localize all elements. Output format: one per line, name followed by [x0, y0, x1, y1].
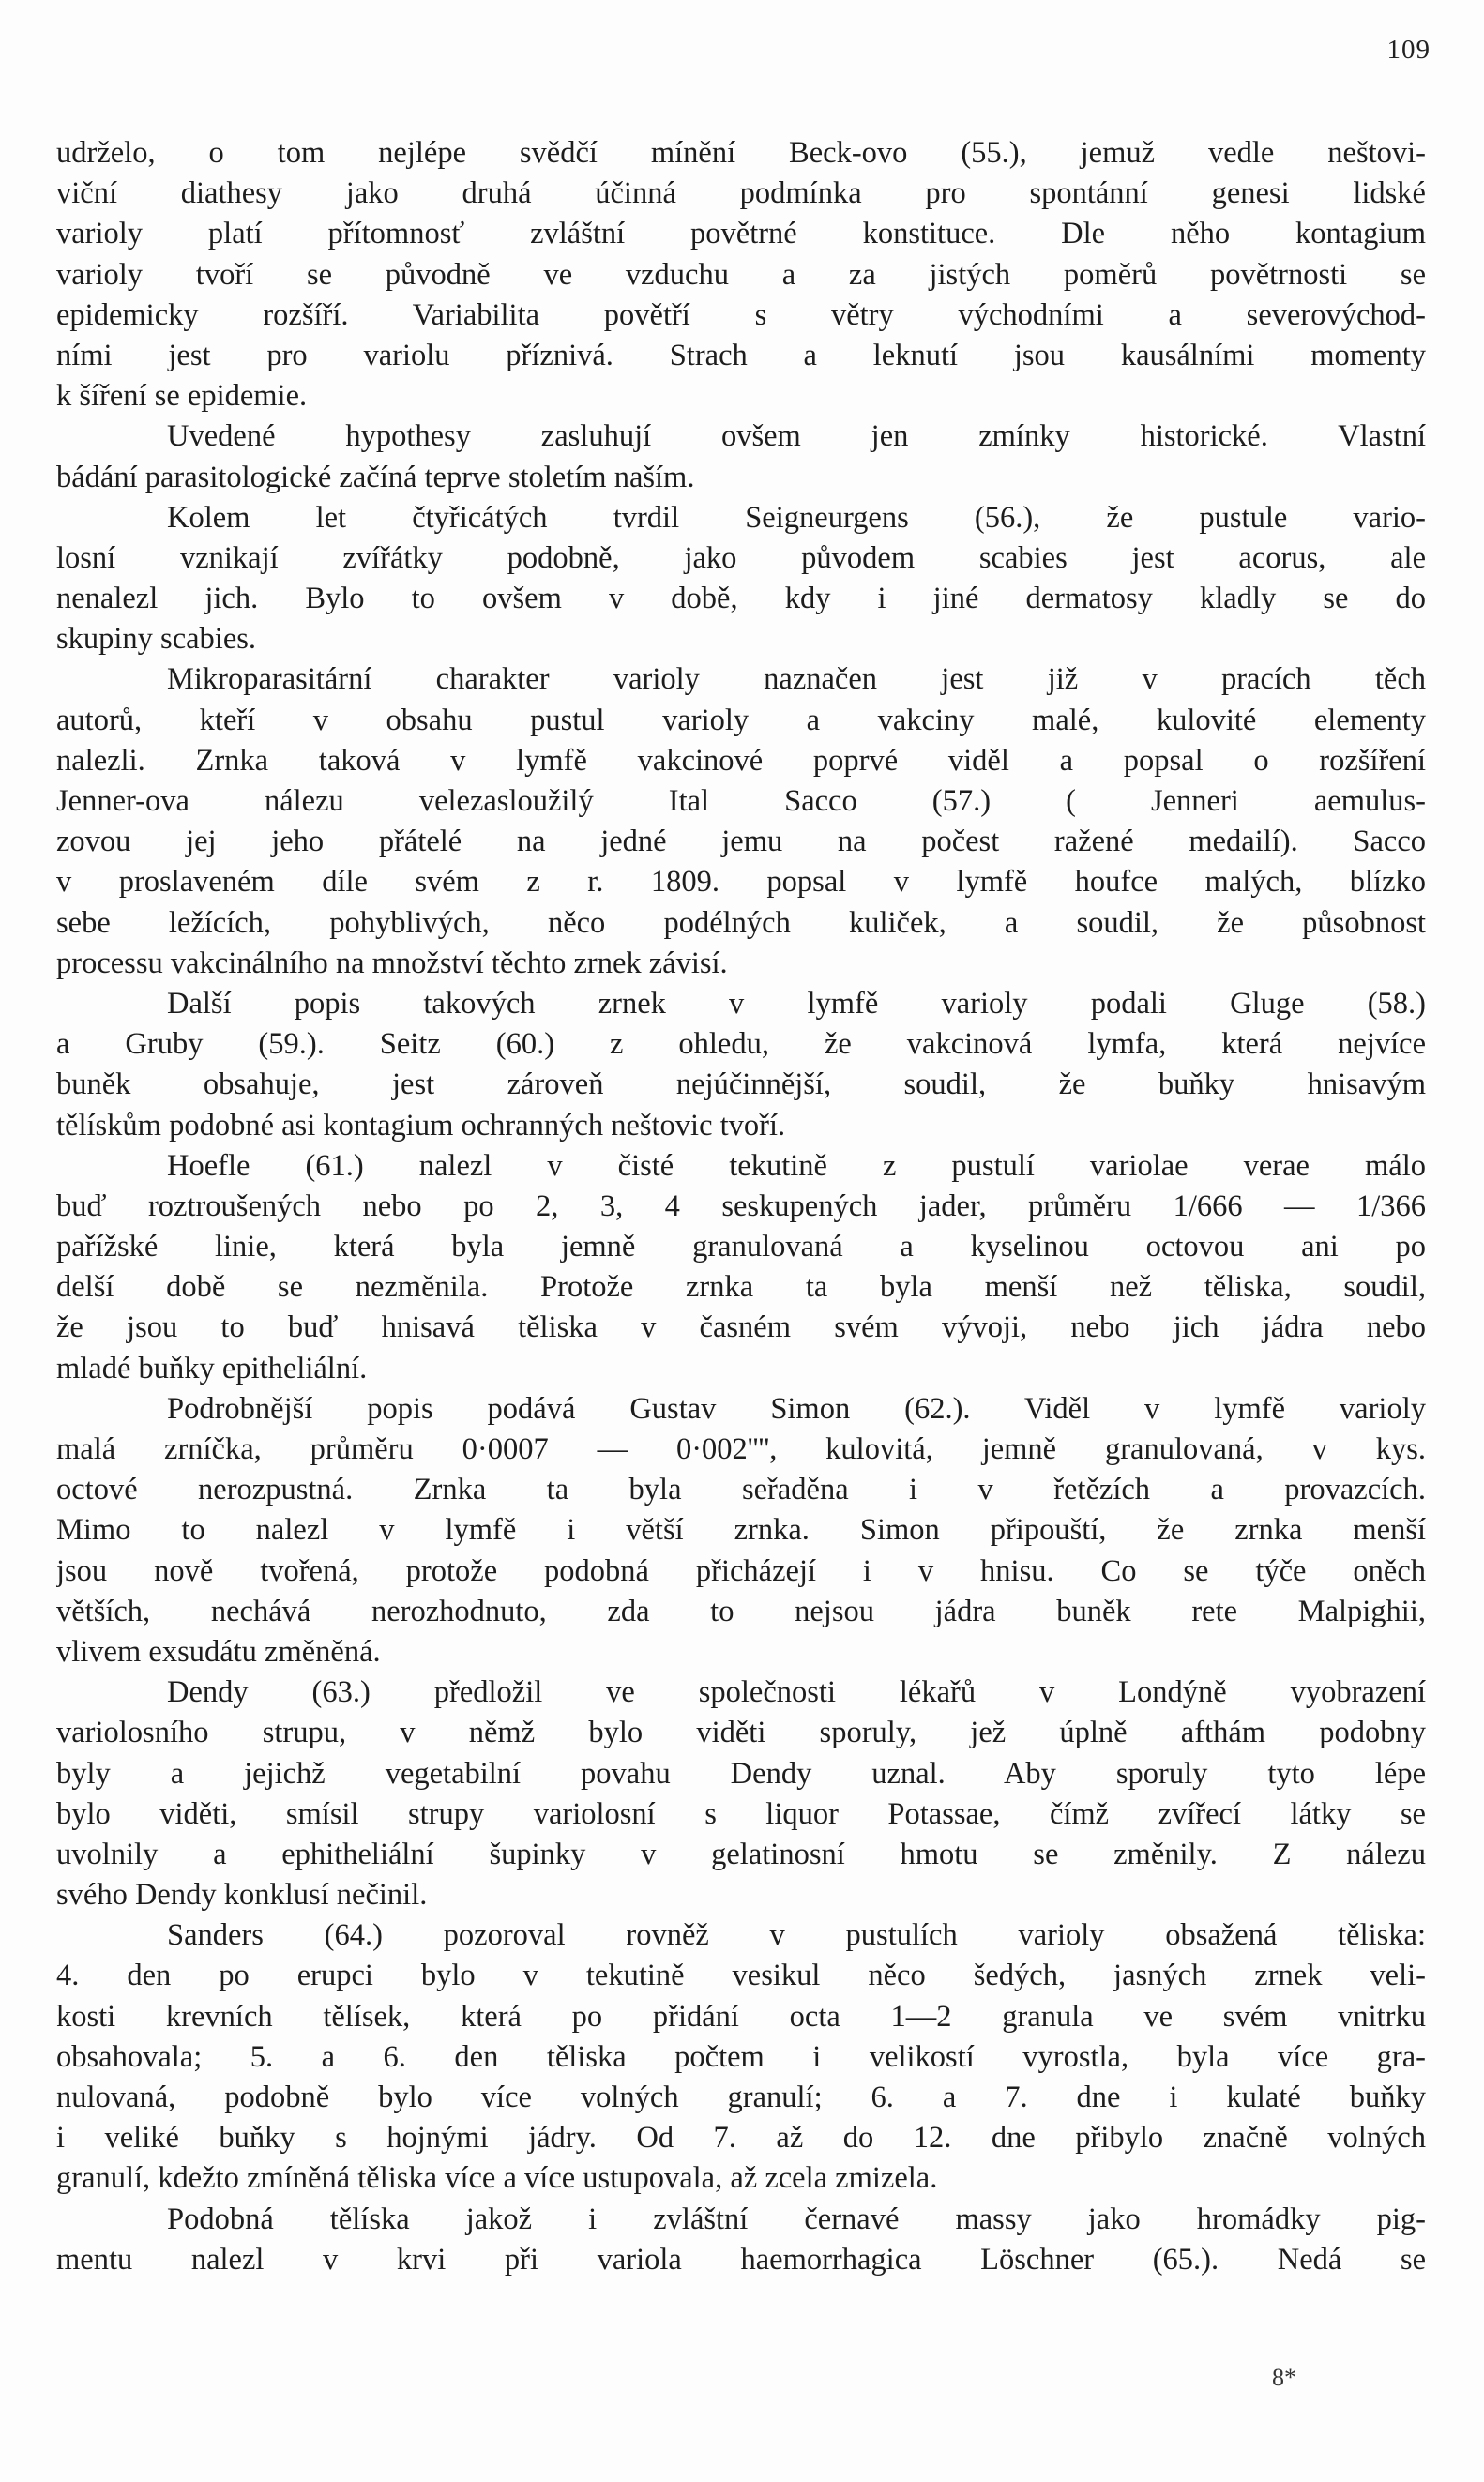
text-line: viční diathesy jako druhá účinná podmínka pro spontánní genesi lidské [56, 176, 1426, 211]
text-line: Jenner-ova nálezu velezasloužilý Ital Sacco (57.) ( Jenneri aemulus- [56, 784, 1426, 818]
text-line: že jsou to buď hnisavá těliska v časném svém vývoji, nebo jich jádra nebo [56, 1310, 1426, 1345]
text-line: delší době se nezměnila. Protože zrnka ta byla menší než těliska, soudil, [56, 1270, 1426, 1305]
page-number: 109 [1386, 35, 1431, 65]
text-line: pařížské linie, která byla jemně granulovaná a kyselinou octovou ani po [56, 1230, 1426, 1264]
text-line: Podobná tělíska jakož i zvláštní černavé massy jako hromádky pig- [167, 2202, 1426, 2236]
text-line: vlivem exsudátu změněná. [56, 1634, 381, 1669]
signature-mark: 8* [1272, 2364, 1296, 2391]
text-line: nenalezl jich. Bylo to ovšem v době, kdy i jiné dermatosy kladly se do [56, 582, 1426, 616]
text-line: Kolem let čtyřicátých tvrdil Seigneurgens (56.), že pustule vario- [167, 500, 1426, 535]
text-line: Dendy (63.) předložil ve společnosti lékařů v Londýně vyobrazení [167, 1675, 1426, 1710]
text-line: losní vznikají zvířátky podobně, jako původem scabies jest acorus, ale [56, 540, 1426, 575]
text-line: Mimo to nalezl v lymfě i větší zrnka. Simon připouští, že zrnka menší [56, 1513, 1426, 1548]
text-line: malá zrníčka, průměru 0·0007 — 0·002'''', kulovitá, jemně granulovaná, v kys. [56, 1432, 1426, 1466]
text-line: autorů, kteří v obsahu pustul varioly a vakciny malé, kulovité elementy [56, 703, 1426, 737]
text-line: granulí, kdežto zmíněná těliska více a více ustupovala, až zcela zmizela. [56, 2161, 938, 2196]
text-line: bádání parasitologické začíná teprve stoletím naším. [56, 460, 695, 494]
text-line: a Gruby (59.). Seitz (60.) z ohledu, že vakcinová lymfa, která nejvíce [56, 1027, 1426, 1062]
text-line: tělískům podobné asi kontagium ochranných neštovic tvoří. [56, 1108, 786, 1143]
text-line: octové nerozpustná. Zrnka ta byla seřaděna i v řetězích a provazcích. [56, 1473, 1426, 1507]
text-line: nulovaná, podobně bylo více volných granulí; 6. a 7. dne i kulaté buňky [56, 2081, 1426, 2114]
text-line: skupiny scabies. [56, 622, 257, 657]
text-line: zovou jej jeho přátelé na jedné jemu na počest ražené medailí). Sacco [56, 825, 1426, 859]
text-line: sebe ležících, pohyblivých, něco podélných kuliček, a soudil, že působnost [56, 905, 1426, 940]
text-line: ními jest pro variolu příznivá. Strach a leknutí jsou kausálními momenty [56, 338, 1426, 372]
text-line: buď roztroušených nebo po 2, 3, 4 seskupených jader, průměru 1/666 — 1/366 [56, 1188, 1426, 1223]
text-line: bylo viděti, smísil strupy variolosní s liquor Potassae, čímž zvířecí látky se [56, 1796, 1426, 1831]
text-line: mladé buňky epitheliální. [56, 1351, 368, 1385]
text-line: variolosního strupu, v němž bylo viděti sporuly, jež úplně afthám podobny [56, 1716, 1426, 1750]
text-line: v proslaveném díle svém z r. 1809. popsal v lymfě houfce malých, blízko [56, 865, 1426, 900]
text-line: varioly platí přítomnosť zvláštní povětrné konstituce. Dle něho kontagium [56, 217, 1426, 251]
text-line: buněk obsahuje, jest zároveň nejúčinnější, soudil, že buňky hnisavým [56, 1067, 1426, 1102]
text-line: 4. den po erupci bylo v tekutině vesikul něco šedých, jasných zrnek veli- [56, 1959, 1426, 1993]
text-line: processu vakcinálního na množství těchto zrnek závisí. [56, 946, 728, 980]
text-line: svého Dendy konklusí nečinil. [56, 1878, 428, 1913]
text-line: varioly tvoří se původně ve vzduchu a za jistých poměrů povětrnosti se [56, 257, 1426, 292]
text-line: k šíření se epidemie. [56, 379, 308, 414]
text-line: jsou nově tvořená, protože podobná přicházejí i v hnisu. Co se týče oněch [56, 1553, 1426, 1588]
text-line: udrželo, o tom nejlépe svědčí mínění Beck-ovo (55.), jemuž vedle neštovi- [56, 136, 1426, 170]
text-line: uvolnily a ephitheliální šupinky v gelatinosní hmotu se změnily. Z nálezu [56, 1837, 1426, 1871]
text-line: byly a jejichž vegetabilní povahu Dendy uznal. Aby sporuly tyto lépe [56, 1756, 1426, 1791]
text-line: kosti krevních tělísek, která po přidání octa 1—2 granula ve svém vnitrku [56, 1999, 1426, 2034]
text-line: Mikroparasitární charakter varioly naznačen jest již v pracích těch [167, 662, 1426, 697]
text-line: nalezli. Zrnka taková v lymfě vakcinové poprvé viděl a popsal o rozšíření [56, 743, 1426, 778]
text-line: Uvedené hypothesy zasluhují ovšem jen zmínky historické. Vlastní [167, 419, 1426, 454]
text-line: Podrobnější popis podává Gustav Simon (62.). Viděl v lymfě varioly [167, 1391, 1426, 1426]
body-text [56, 133, 1426, 2280]
text-line: epidemicky rozšíří. Variabilita povětří s větry východními a severovýchod- [56, 297, 1426, 332]
text-line: mentu nalezl v krvi při variola haemorrhagica Löschner (65.). Nedá se [56, 2242, 1426, 2277]
text-line: obsahovala; 5. a 6. den těliska počtem i velikostí vyrostla, byla více gra- [56, 2039, 1426, 2074]
text-line: Další popis takových zrnek v lymfě varioly podali Gluge (58.) [167, 986, 1426, 1021]
text-line: i veliké buňky s hojnými jádry. Od 7. až do 12. dne přibylo značně volných [56, 2121, 1426, 2156]
text-line: Hoefle (61.) nalezl v čisté tekutině z pustulí variolae verae málo [167, 1148, 1426, 1183]
text-line: Sanders (64.) pozoroval rovněž v pustulích varioly obsažená těliska: [167, 1918, 1426, 1953]
text-line: větších, nechává nerozhodnuto, zda to nejsou jádra buněk rete Malpighii, [56, 1594, 1426, 1628]
